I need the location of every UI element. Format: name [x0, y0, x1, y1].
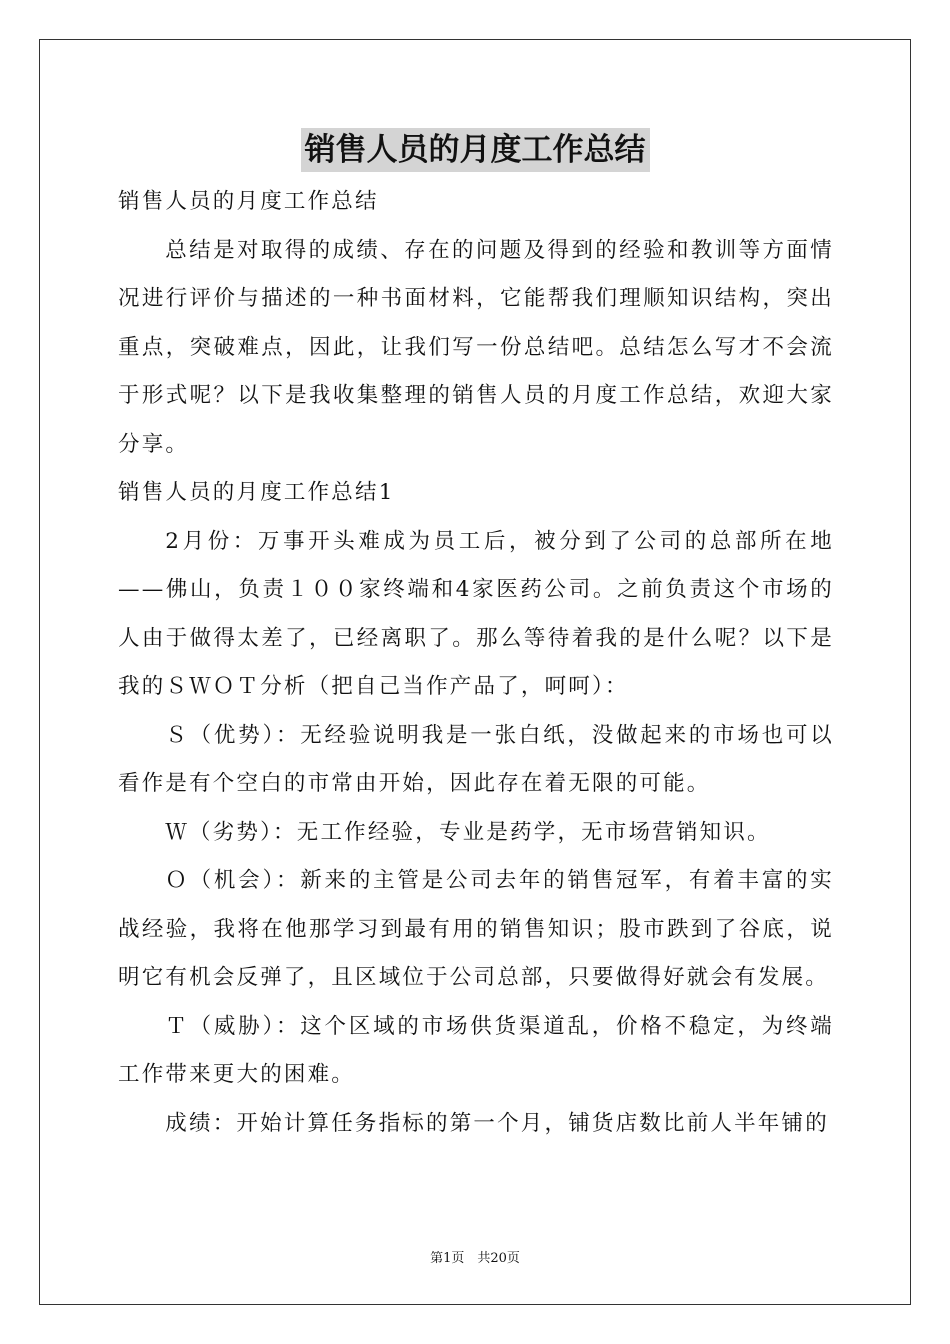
paragraph-subtitle: 销售人员的月度工作总结	[118, 189, 379, 214]
paragraph-february: 2月份：万事开头难成为员工后，被分到了公司的总部所在地——佛山，负责１００家终端和4家医药公司。之前负责这个市场的人由于做得太差了，已经离职了。那么等待着我的是什么呢？以下是我的ＳＷＯＴ分析（把自己当作产品了，呵呵）：	[118, 528, 834, 699]
paragraph-section-heading: 销售人员的月度工作总结1	[118, 480, 395, 505]
paragraph-weaknesses: Ｗ（劣势）：无工作经验，专业是药学，无市场营销知识。	[165, 819, 771, 845]
paragraph-results: 成绩：开始计算任务指标的第一个月，铺货店数比前人半年铺的	[165, 1110, 829, 1136]
paragraph-threats: Ｔ（威胁）：这个区域的市场供货渠道乱，价格不稳定，为终端工作带来更大的困难。	[118, 1013, 834, 1087]
paragraph-intro: 总结是对取得的成绩、存在的问题及得到的经验和教训等方面情况进行评价与描述的一种书面材料，它能帮我们理顺知识结构，突出重点，突破难点，因此，让我们写一份总结吧。总结怎么写才不会流于形式呢？以下是我收集整理的销售人员的月度工作总结，欢迎大家分享。	[118, 237, 834, 457]
paragraph-opportunities: Ｏ（机会）：新来的主管是公司去年的销售冠军，有着丰富的实战经验，我将在他那学习到最有用的销售知识；股市跌到了谷底，说明它有机会反弹了，且区域位于公司总部，只要做得好就会有发展。	[118, 868, 834, 990]
document-body	[118, 178, 834, 1148]
document-title: 销售人员的月度工作总结	[301, 128, 650, 172]
paragraph-strengths: Ｓ（优势）：无经验说明我是一张白纸，没做起来的市场也可以看作是有个空白的市常由开始，因此存在着无限的可能。	[118, 722, 834, 796]
page-footer: 第1页 共20页	[430, 1251, 520, 1266]
document-title-container	[0, 128, 950, 172]
